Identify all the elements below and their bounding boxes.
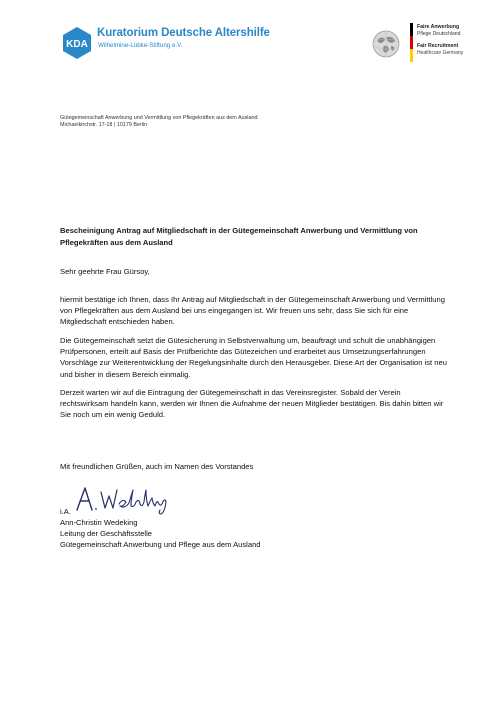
- signer-role: Leitung der Geschäftsstelle: [60, 529, 153, 538]
- handwritten-signature: [73, 484, 173, 516]
- closing: Mit freundlichen Grüßen, auch im Namen des Vorstandes: [60, 462, 254, 471]
- kda-logo-icon: [60, 26, 94, 60]
- sender-line: Gütegemeinschaft Anwerbung und Vermittlung von Pflegekräften aus dem Ausland: [60, 115, 258, 121]
- signer-name: Ann-Christin Wedeking: [60, 518, 138, 527]
- letter-subject: Bescheinigung Antrag auf Mitgliedschaft in der Gütegemeinschaft Anwerbung und Vermittlung von Pflegekräften aus dem Ausland: [60, 226, 418, 247]
- svg-text:KDA: KDA: [66, 39, 88, 50]
- fair-recruitment-subtitle: Healthcare Germany: [417, 50, 464, 56]
- fair-recruitment-title: Fair Recruitment: [417, 43, 459, 49]
- globe-icon: [372, 30, 400, 58]
- faire-anwerbung-title: Faire Anwerbung: [417, 24, 460, 30]
- ia-label: i.A.: [60, 507, 71, 516]
- sender-address: Michaelkirchstr. 17-18 | 10179 Berlin: [60, 122, 148, 128]
- paragraph-1: hiermit bestätige ich Ihnen, dass Ihr Antrag auf Mitgliedschaft in der Gütegemeinschaft Anwerbung und Vermittlung von Pflegekräften aus dem Ausland bei uns eingegangen ist. Wir freuen uns sehr, dass Sie sich für eine Mitgliedschaft entschieden haben.: [60, 295, 445, 327]
- org-name: Kuratorium Deutsche Altershilfe: [97, 27, 270, 39]
- german-flag-bar-icon: [410, 23, 413, 62]
- paragraph-2: Die Gütegemeinschaft setzt die Gütesicherung in Selbstverwaltung um, beauftragt und schult die unabhängigen Prüfpersonen, erteilt auf Basis der Prüfberichte das Gütezeichen und erarbeitet aus Umsetzungserfahrungen Vorschläge zur Weiterentwicklung der Regelungsinhalte durch den Herausgeber. Diese Art der Organisation ist neu und bisher in diesem Bereich einmalig.: [60, 336, 447, 379]
- org-subtitle: Wilhelmine-Lübke-Stiftung e.V.: [98, 42, 183, 49]
- salutation: Sehr geehrte Frau Gürsoy,: [60, 267, 150, 276]
- faire-anwerbung-subtitle: Pflege Deutschland: [417, 31, 461, 37]
- paragraph-3: Derzeit warten wir auf die Eintragung der Gütegemeinschaft in das Vereinsregister. Sobald der Verein rechtswirksam handeln kann, werden wir Ihnen die Aufnahme der neuen Mitglieder bestätigen. Bis dahin bitten wir Sie noch um ein wenig Geduld.: [60, 388, 444, 420]
- signer-organization: Gütegemeinschaft Anwerbung und Pflege aus dem Ausland: [60, 540, 261, 549]
